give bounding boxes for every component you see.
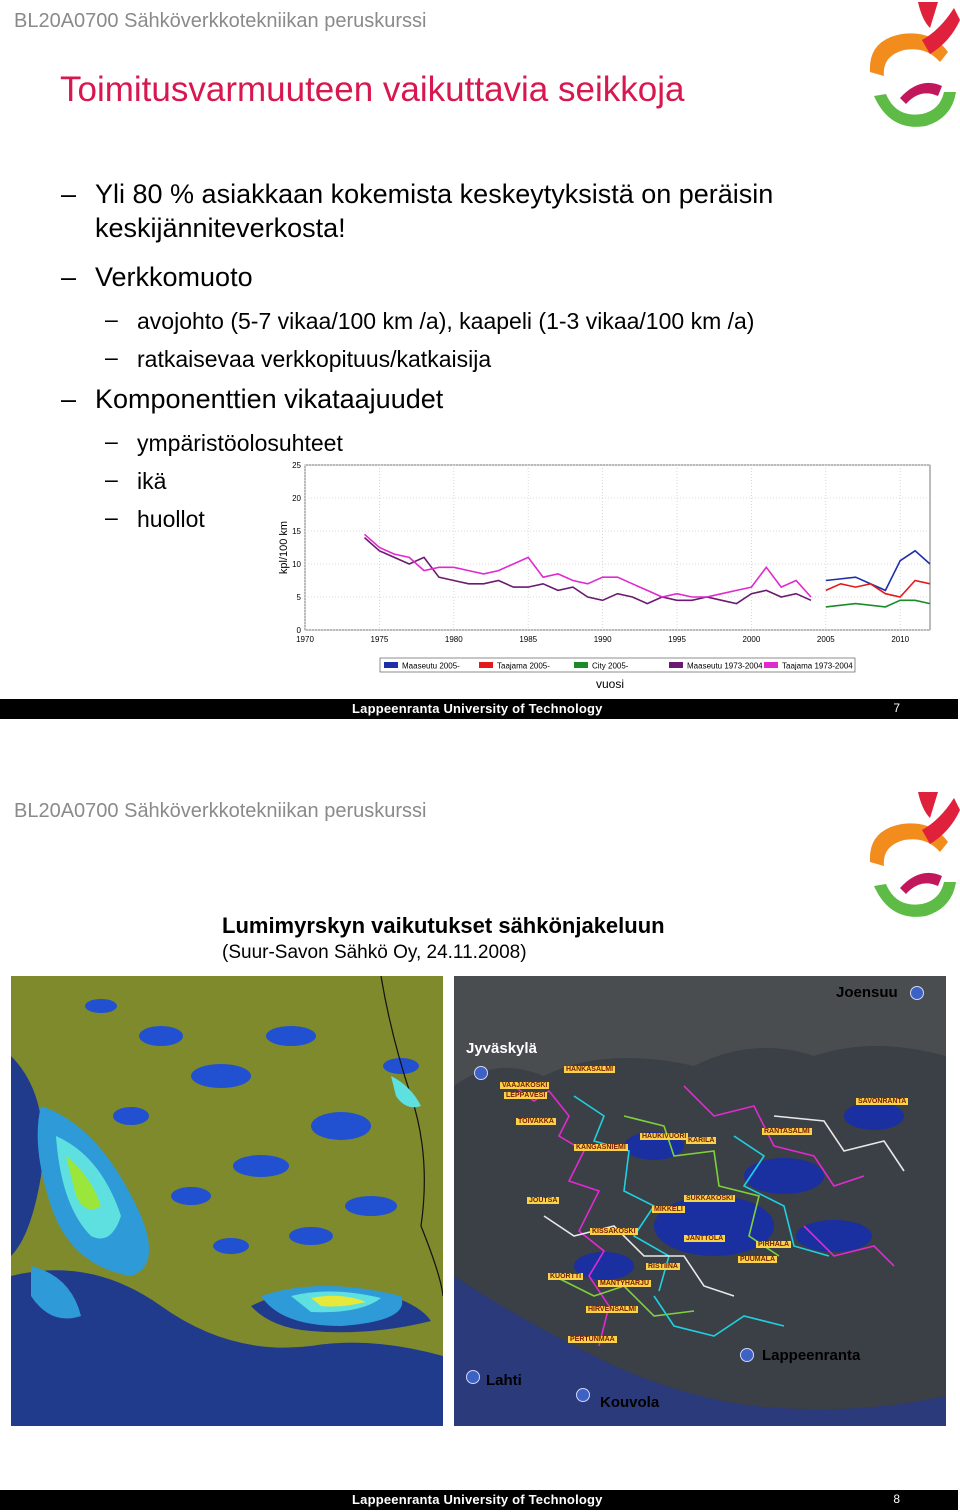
y-tick-label: 0 — [296, 626, 301, 635]
legend-swatch — [479, 662, 493, 668]
bullet-interruptions — [61, 179, 774, 244]
bullet-line-1: Yli 80 % asiakkaan kokemista keskeytyksistä on peräisin — [95, 179, 774, 209]
bullet-text: Komponenttien vikataajuudet — [95, 384, 444, 414]
y-tick-label: 10 — [292, 560, 301, 569]
map-tag: JANTTOLA — [686, 1235, 724, 1242]
legend-swatch — [384, 662, 398, 668]
sub-dash: – — [105, 466, 118, 492]
map-tag: KISSAKOSKI — [592, 1228, 636, 1235]
map-tag: KANGASNIEMI — [576, 1144, 626, 1151]
y-axis-label: kpl/100 km — [278, 520, 290, 575]
x-tick-label: 1995 — [668, 635, 686, 644]
sub-dash: – — [105, 306, 118, 332]
map-tag: LEPPÄVESI — [506, 1092, 546, 1099]
sub-text: ikä — [137, 468, 167, 494]
city-lappeenranta: Lappeenranta — [762, 1347, 861, 1364]
radar-map — [11, 976, 443, 1426]
slide-1 — [0, 0, 960, 720]
map-tag: HIRVENSALMI — [588, 1306, 637, 1313]
x-tick-label: 2000 — [742, 635, 761, 644]
legend-entry: Maaseutu 1973-2004 — [687, 661, 763, 671]
map-title: Lumimyrskyn vaikutukset sähkönjakeluun — [222, 913, 665, 938]
map-tag: KUORTTI — [550, 1273, 582, 1280]
x-tick-label: 2010 — [891, 635, 910, 644]
map-tag: MÄNTYHARJU — [600, 1280, 649, 1287]
slide-title: Toimitusvarmuuteen vaikuttavia seikkoja — [60, 70, 685, 109]
map-tag: MIKKELI — [654, 1206, 683, 1213]
lut-logo — [860, 0, 960, 135]
sub-text: ympäristöolosuhteet — [137, 430, 343, 456]
city-marker — [740, 1348, 754, 1362]
x-tick-label: 2005 — [816, 635, 835, 644]
sub-text: huollot — [137, 506, 205, 532]
y-tick-label: 20 — [292, 494, 301, 503]
map-tag: PERTUNMAA — [570, 1336, 615, 1343]
sub-overhead-cable — [105, 306, 755, 335]
bullet-dash: – — [61, 179, 77, 209]
bullet-component-faults — [61, 384, 444, 415]
x-tick-label: 1970 — [296, 635, 314, 644]
x-tick-label: 1975 — [370, 635, 389, 644]
map-subtitle: (Suur-Savon Sähkö Oy, 24.11.2008) — [222, 942, 527, 963]
map-tag: JOUTSA — [529, 1197, 558, 1204]
sub-dash: – — [105, 428, 118, 454]
x-axis-label: vuosi — [595, 677, 625, 691]
legend-entry: Maaseutu 2005- — [402, 661, 460, 671]
sub-dash: – — [105, 504, 118, 530]
legend-swatch — [764, 662, 778, 668]
map-tag: RANTASALMI — [764, 1128, 810, 1135]
map-tag: SAVONRANTA — [858, 1098, 907, 1105]
city-lahti: Lahti — [486, 1372, 522, 1389]
x-tick-label: 1990 — [593, 635, 612, 644]
city-marker — [910, 986, 924, 1000]
sub-network-length — [105, 344, 492, 373]
map-tag: TOIVAKKA — [518, 1118, 554, 1125]
sub-dash: – — [105, 344, 118, 370]
x-tick-label: 1985 — [519, 635, 538, 644]
bullet-network-form — [61, 262, 253, 293]
map-tag: RISTIINA — [648, 1263, 678, 1270]
page-number: 8 — [893, 1492, 900, 1506]
fault-rate-chart — [270, 455, 940, 695]
map-tag: PIRHALA — [758, 1241, 790, 1248]
city-marker — [474, 1066, 488, 1080]
y-tick-label: 5 — [296, 593, 301, 602]
map-tag: KARILA — [688, 1137, 715, 1144]
page-number: 7 — [893, 701, 900, 715]
bullet-line-2: keskijänniteverkosta! — [95, 213, 346, 243]
course-header: BL20A0700 Sähköverkkotekniikan peruskurssi — [14, 10, 427, 32]
bullet-dash: – — [61, 262, 77, 292]
legend-entry: Taajama 1973-2004 — [782, 661, 853, 671]
course-header: BL20A0700 Sähköverkkotekniikan peruskurssi — [14, 800, 427, 822]
city-jyvaskyla: Jyväskylä — [466, 1040, 537, 1057]
city-marker — [576, 1388, 590, 1402]
y-tick-label: 15 — [292, 527, 301, 536]
bullet-text: Verkkomuoto — [95, 262, 253, 292]
city-joensuu: Joensuu — [836, 984, 898, 1001]
sub-age — [105, 466, 167, 495]
footer-university: Lappeenranta University of Technology — [352, 1492, 603, 1507]
legend-swatch — [669, 662, 683, 668]
map-tag: VAAJAKOSKI — [502, 1082, 548, 1089]
city-kouvola: Kouvola — [600, 1394, 660, 1411]
map-tag: SUKKAKOSKI — [686, 1195, 734, 1202]
map-tag: HAUKIVUORI — [642, 1133, 687, 1140]
sub-text: avojohto (5-7 vikaa/100 km /a), kaapeli (1-3 vikaa/100 km /a) — [137, 308, 755, 334]
bullet-dash: – — [61, 384, 77, 414]
city-marker — [466, 1370, 480, 1384]
lut-logo — [860, 790, 960, 925]
sub-maintenance — [105, 504, 205, 533]
footer-bar — [0, 1490, 958, 1510]
legend-swatch — [574, 662, 588, 668]
sub-environment — [105, 428, 343, 457]
x-tick-label: 1980 — [444, 635, 463, 644]
y-tick-label: 25 — [292, 461, 301, 470]
footer-university: Lappeenranta University of Technology — [352, 701, 603, 716]
map-tag: HANKASALMI — [566, 1066, 614, 1073]
fault-rate-chart-svg — [270, 455, 940, 695]
legend-entry: City 2005- — [592, 661, 629, 671]
map-tag: PUUMALA — [740, 1256, 775, 1263]
legend-entry: Taajama 2005- — [497, 661, 550, 671]
footer-bar — [0, 699, 958, 719]
sub-text: ratkaisevaa verkkopituus/katkaisija — [137, 346, 492, 372]
